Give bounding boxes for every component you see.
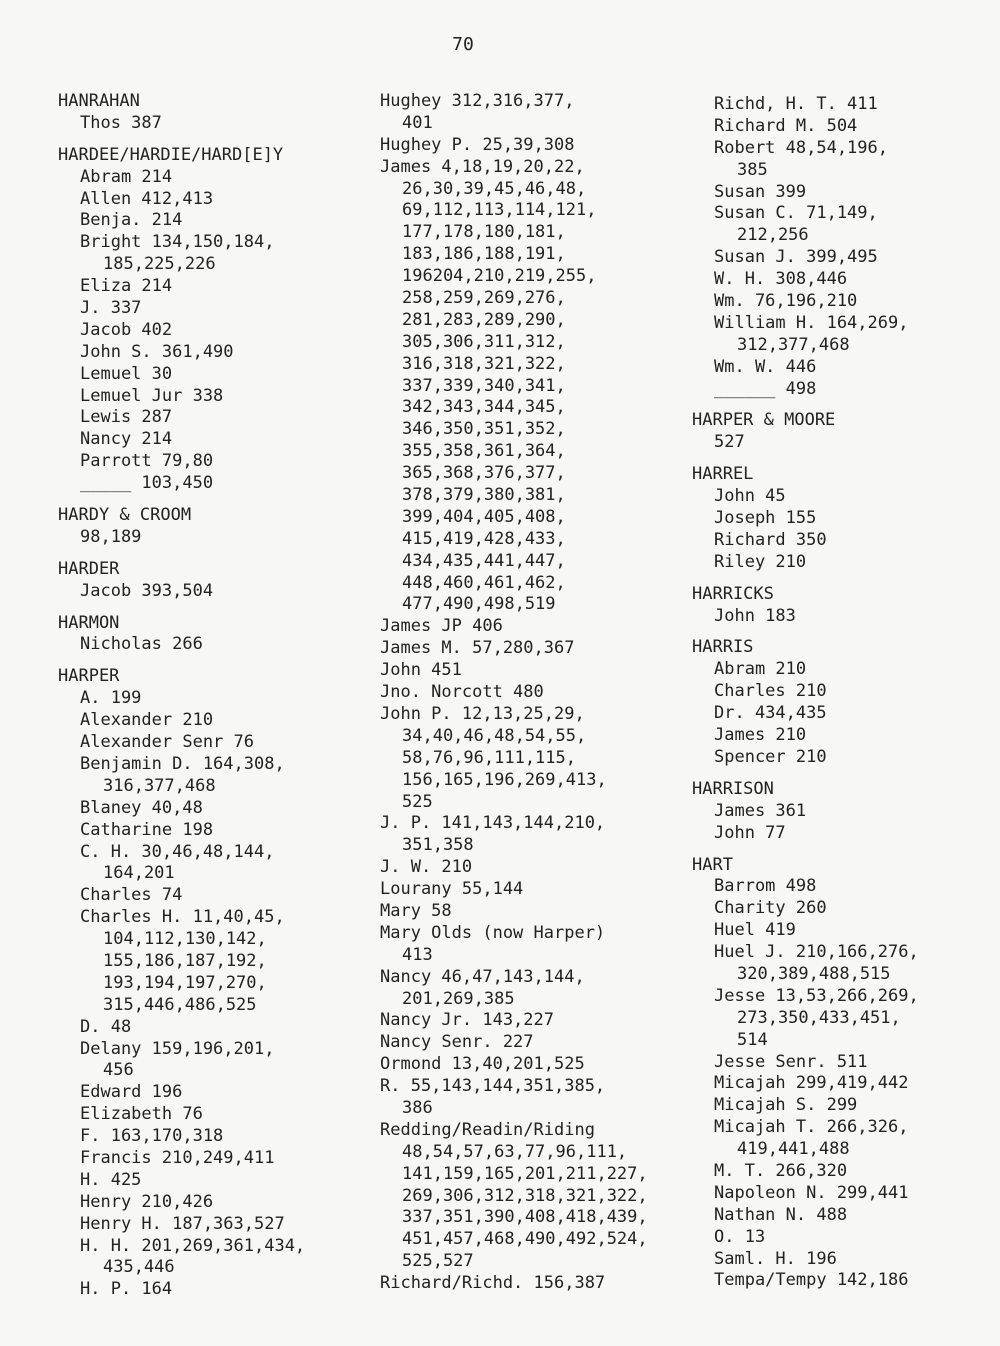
- index-entry: Nancy 46,47,143,144,: [380, 966, 585, 987]
- index-entry: Elizabeth 76: [80, 1104, 203, 1125]
- index-entry: 164,201: [103, 863, 175, 884]
- index-entry: 451,457,468,490,492,524,: [402, 1229, 648, 1250]
- index-entry: 104,112,130,142,: [103, 929, 267, 950]
- index-entry: 386: [402, 1097, 433, 1118]
- index-entry: Charles 210: [714, 681, 827, 702]
- index-column-1: [58, 91, 305, 1301]
- index-entry: Richd, H. T. 411: [714, 94, 878, 114]
- index-entry: 514: [737, 1029, 768, 1050]
- index-entry: 378,379,380,381,: [402, 485, 566, 506]
- index-entry: 365,368,376,377,: [402, 463, 566, 484]
- index-entry: 419,441,488: [737, 1139, 850, 1160]
- index-entry: Francis 210,249,411: [80, 1147, 275, 1168]
- index-entry: 315,446,486,525: [103, 994, 257, 1015]
- index-entry: Benjamin D. 164,308,: [80, 753, 285, 774]
- index-entry: 177,178,180,181,: [402, 222, 566, 243]
- index-entry: H. P. 164: [80, 1279, 173, 1300]
- index-entry: 183,186,188,191,: [402, 244, 566, 265]
- index-entry: Micajah T. 266,326,: [714, 1117, 909, 1138]
- entry-spacer: [692, 454, 919, 464]
- entry-spacer: [692, 574, 919, 584]
- surname-heading: HARDER: [58, 558, 120, 579]
- index-entry: Jesse Senr. 511: [714, 1051, 868, 1072]
- index-entry: Jacob 393,504: [80, 580, 214, 601]
- index-entry: Lourany 55,144: [380, 879, 524, 900]
- index-entry: Blaney 40,48: [80, 797, 203, 818]
- index-entry: Eliza 214: [80, 276, 173, 297]
- index-entry: 58,76,96,111,115,: [402, 747, 576, 768]
- surname-heading: HANRAHAN: [58, 91, 140, 111]
- index-entry: 413: [402, 944, 433, 965]
- index-entry: Barrom 498: [714, 876, 817, 897]
- entry-spacer: [58, 603, 305, 613]
- index-entry: Nancy Jr. 143,227: [380, 1010, 554, 1031]
- surname-heading: HARRIS: [692, 637, 754, 658]
- index-entry: John P. 12,13,25,29,: [380, 703, 585, 724]
- index-entry: F. 163,170,318: [80, 1126, 224, 1147]
- index-entry: 525: [402, 791, 433, 812]
- index-entry: John 77: [714, 822, 786, 843]
- index-entry: Mary 58: [380, 900, 452, 921]
- index-entry: 337,351,390,408,418,439,: [402, 1207, 648, 1228]
- index-entry: 477,490,498,519: [402, 594, 556, 615]
- index-column-2: [380, 91, 648, 1295]
- index-entry: 273,350,433,451,: [737, 1007, 901, 1028]
- index-entry: R. 55,143,144,351,385,: [380, 1076, 606, 1097]
- index-entry: 399,404,405,408,: [402, 506, 566, 527]
- index-entry: 355,358,361,364,: [402, 441, 566, 462]
- index-entry: D. 48: [80, 1016, 132, 1037]
- index-entry: M. T. 266,320: [714, 1160, 848, 1181]
- index-entry: Riley 210: [714, 551, 807, 572]
- index-entry: Richard 350: [714, 529, 827, 550]
- index-entry: 212,256: [737, 225, 809, 246]
- index-entry: Tempa/Tempy 142,186: [714, 1270, 909, 1291]
- surname-heading: HARRICKS: [692, 583, 774, 604]
- index-entry: J. W. 210: [380, 857, 473, 878]
- index-entry: 69,112,113,114,121,: [402, 200, 597, 221]
- index-entry: John 451: [380, 660, 462, 681]
- entry-spacer: [58, 495, 305, 505]
- surname-heading: HARMON: [58, 612, 120, 633]
- index-entry: John 45: [714, 486, 786, 507]
- index-entry: Jacob 402: [80, 319, 173, 340]
- index-entry: James 361: [714, 800, 807, 821]
- entry-spacer: [58, 656, 305, 666]
- index-entry: Spencer 210: [714, 746, 827, 767]
- index-entry: Huel J. 210,166,276,: [714, 942, 919, 963]
- index-entry: ______ 498: [714, 378, 817, 399]
- index-entry: Lemuel 30: [80, 363, 173, 384]
- entry-spacer: [692, 400, 919, 410]
- index-entry: 155,186,187,192,: [103, 950, 267, 971]
- index-entry: Alexander Senr 76: [80, 732, 254, 753]
- index-entry: Parrott 79,80: [80, 451, 214, 472]
- index-entry: A. 199: [80, 688, 142, 709]
- index-entry: Nancy Senr. 227: [380, 1032, 534, 1053]
- index-entry: Saml. H. 196: [714, 1248, 837, 1269]
- index-entry: Hughey 312,316,377,: [380, 91, 575, 111]
- entry-spacer: [692, 627, 919, 637]
- index-entry: Richard M. 504: [714, 115, 858, 136]
- index-entry: Susan 399: [714, 181, 807, 202]
- index-entry: Abram 214: [80, 166, 173, 187]
- index-entry: Delany 159,196,201,: [80, 1038, 275, 1059]
- index-entry: 312,377,468: [737, 334, 850, 355]
- index-entry: 342,343,344,345,: [402, 397, 566, 418]
- index-entry: James JP 406: [380, 616, 503, 637]
- index-entry: Benja. 214: [80, 210, 183, 231]
- surname-heading: HARREL: [692, 464, 754, 485]
- index-entry: 527: [714, 432, 745, 453]
- index-entry: 281,283,289,290,: [402, 309, 566, 330]
- index-entry: _____ 103,450: [80, 473, 214, 494]
- index-entry: H. H. 201,269,361,434,: [80, 1235, 306, 1256]
- index-entry: 351,358: [402, 835, 474, 856]
- index-entry: 185,225,226: [103, 254, 216, 275]
- index-entry: 320,389,488,515: [737, 963, 891, 984]
- index-entry: Ormond 13,40,201,525: [380, 1054, 585, 1075]
- index-entry: James 210: [714, 725, 807, 746]
- index-entry: O. 13: [714, 1226, 766, 1247]
- surname-heading: HARPER & MOORE: [692, 410, 836, 431]
- index-entry: 48,54,57,63,77,96,111,: [402, 1141, 628, 1162]
- surname-heading: HART: [692, 854, 733, 875]
- index-entry: 525,527: [402, 1251, 474, 1272]
- index-entry: 435,446: [103, 1257, 175, 1278]
- index-entry: Richard/Richd. 156,387: [380, 1273, 606, 1294]
- index-entry: Bright 134,150,184,: [80, 232, 275, 253]
- index-entry: J. 337: [80, 298, 142, 319]
- index-entry: Susan C. 71,149,: [714, 203, 878, 224]
- index-entry: 98,189: [80, 526, 142, 547]
- index-entry: 401: [402, 112, 433, 133]
- index-entry: 456: [103, 1060, 134, 1081]
- index-column-3: [692, 94, 919, 1292]
- index-entry: 258,259,269,276,: [402, 288, 566, 309]
- index-entry: 193,194,197,270,: [103, 972, 267, 993]
- index-entry: Wm. W. 446: [714, 356, 817, 377]
- index-entry: John 183: [714, 605, 796, 626]
- index-entry: Huel 419: [714, 920, 796, 941]
- index-entry: Thos 387: [80, 112, 162, 133]
- index-entry: Abram 210: [714, 659, 807, 680]
- index-entry: Lemuel Jur 338: [80, 385, 224, 406]
- entry-spacer: [58, 135, 305, 145]
- index-entry: Redding/Readin/Riding: [380, 1119, 595, 1140]
- index-entry: 26,30,39,45,46,48,: [402, 178, 587, 199]
- index-entry: Charity 260: [714, 898, 827, 919]
- index-entry: Catharine 198: [80, 819, 214, 840]
- index-entry: James 4,18,19,20,22,: [380, 156, 585, 177]
- index-entry: Hughey P. 25,39,308: [380, 134, 575, 155]
- index-entry: 434,435,441,447,: [402, 550, 566, 571]
- index-entry: 385: [737, 159, 768, 180]
- entry-spacer: [58, 549, 305, 559]
- index-entry: 316,377,468: [103, 775, 216, 796]
- index-entry: Micajah S. 299: [714, 1095, 858, 1116]
- index-entry: Henry 210,426: [80, 1191, 214, 1212]
- index-entry: Lewis 287: [80, 407, 173, 428]
- index-entry: 337,339,340,341,: [402, 375, 566, 396]
- index-entry: Alexander 210: [80, 710, 214, 731]
- index-entry: Napoleon N. 299,441: [714, 1182, 909, 1203]
- index-entry: Micajah 299,419,442: [714, 1073, 909, 1094]
- index-entry: 141,159,165,201,211,227,: [402, 1163, 648, 1184]
- index-entry: Henry H. 187,363,527: [80, 1213, 285, 1234]
- index-entry: 156,165,196,269,413,: [402, 769, 607, 790]
- index-entry: 346,350,351,352,: [402, 419, 566, 440]
- index-entry: 415,419,428,433,: [402, 528, 566, 549]
- index-entry: H. 425: [80, 1169, 142, 1190]
- index-entry: Mary Olds (now Harper): [380, 922, 606, 943]
- surname-heading: HARDEE/HARDIE/HARD[E]Y: [58, 144, 284, 165]
- index-entry: Susan J. 399,495: [714, 247, 878, 268]
- index-entry: William H. 164,269,: [714, 312, 909, 333]
- page-number: 70: [452, 34, 474, 55]
- index-entry: Charles H. 11,40,45,: [80, 907, 285, 928]
- index-entry: Allen 412,413: [80, 188, 214, 209]
- index-entry: Dr. 434,435: [714, 703, 827, 724]
- index-entry: Joseph 155: [714, 508, 817, 529]
- index-entry: Nathan N. 488: [714, 1204, 848, 1225]
- index-entry: 316,318,321,322,: [402, 353, 566, 374]
- index-entry: 269,306,312,318,321,322,: [402, 1185, 648, 1206]
- index-entry: J. P. 141,143,144,210,: [380, 813, 606, 834]
- index-entry: Edward 196: [80, 1082, 183, 1103]
- index-entry: Nicholas 266: [80, 634, 203, 655]
- index-entry: 196204,210,219,255,: [402, 266, 597, 287]
- index-entry: John S. 361,490: [80, 341, 234, 362]
- index-entry: 448,460,461,462,: [402, 572, 566, 593]
- index-entry: Jesse 13,53,266,269,: [714, 985, 919, 1006]
- index-entry: Wm. 76,196,210: [714, 291, 858, 312]
- index-entry: W. H. 308,446: [714, 269, 848, 290]
- entry-spacer: [692, 845, 919, 855]
- index-entry: 201,269,385: [402, 988, 515, 1009]
- surname-heading: HARRISON: [692, 778, 774, 799]
- index-entry: 305,306,311,312,: [402, 331, 566, 352]
- index-entry: Robert 48,54,196,: [714, 137, 888, 158]
- index-entry: 34,40,46,48,54,55,: [402, 725, 587, 746]
- index-entry: C. H. 30,46,48,144,: [80, 841, 275, 862]
- surname-heading: HARPER: [58, 666, 120, 687]
- index-entry: Jno. Norcott 480: [380, 682, 544, 703]
- index-entry: Nancy 214: [80, 429, 173, 450]
- index-entry: Charles 74: [80, 885, 183, 906]
- index-entry: James M. 57,280,367: [380, 638, 575, 659]
- surname-heading: HARDY & CROOM: [58, 505, 192, 526]
- entry-spacer: [692, 769, 919, 779]
